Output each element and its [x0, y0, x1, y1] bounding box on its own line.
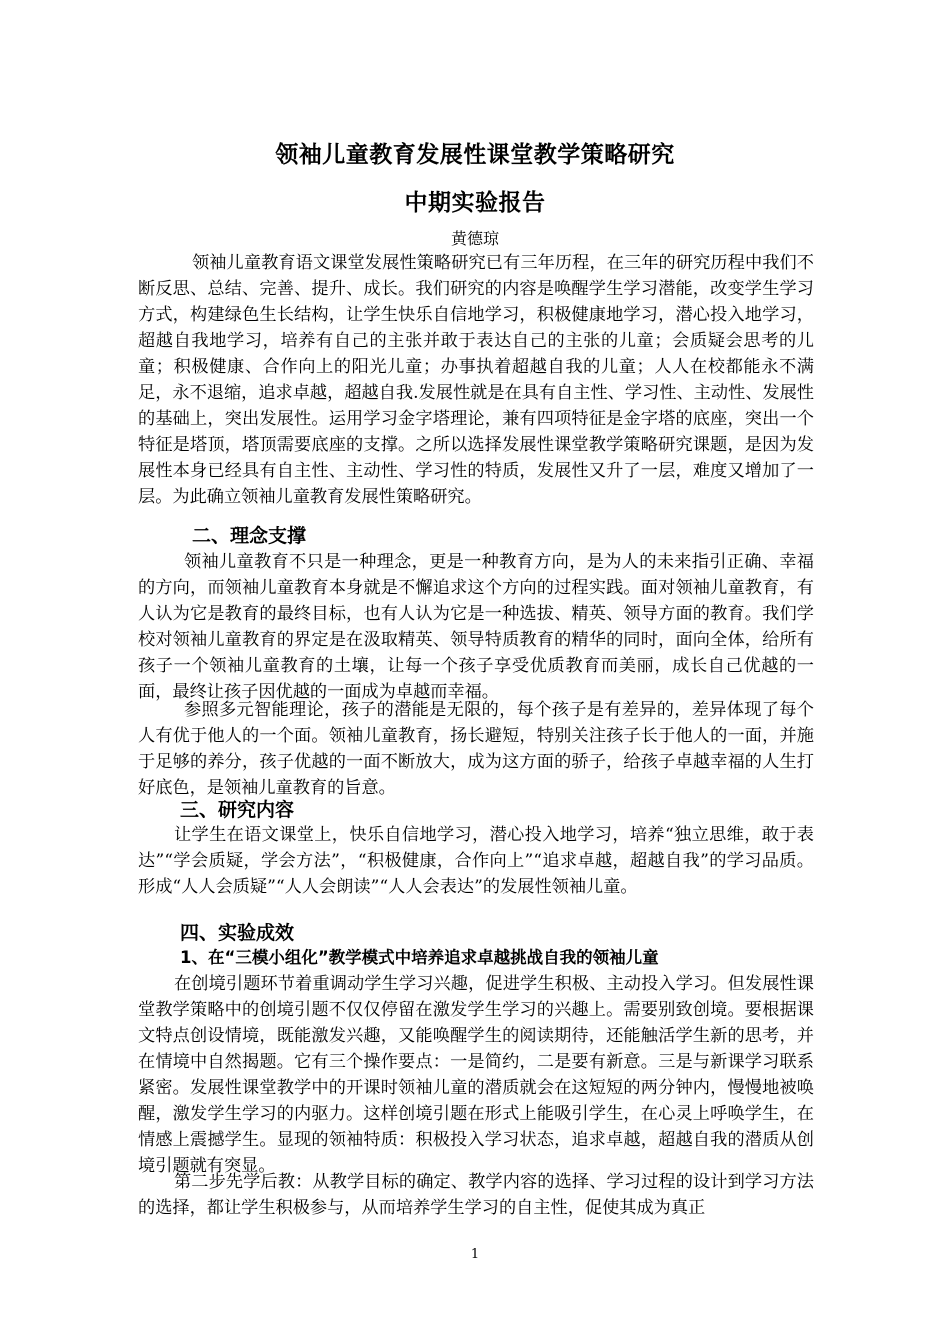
section-heading-3: 三、研究内容 [180, 799, 295, 821]
document-subtitle: 中期实验报告 [404, 190, 546, 216]
section-heading-4: 四、实验成效 [180, 922, 295, 944]
subheading-1: 1、在“三模小组化”教学模式中培养追求卓越挑战自我的领袖儿童 [180, 948, 659, 967]
page-number: 1 [470, 1247, 480, 1262]
author-name: 黄德琼 [450, 229, 499, 248]
results-paragraph-1: 在创境引题环节着重调动学生学习兴趣，促进学生积极、主动投入学习。但发展性课堂教学策略中的创境引题不仅仅停留在激发学生学习的兴趣上。需要别致创境。要根据课文特点创设情境，既能激发兴趣，又能唤醒学生的阅读期待，还能触活学生新的思考，并在情境中自然揭题。它有三个操作要点：一是简约，二是要有新意。三是与新课学习联系紧密。发展性课堂教学中的开课时领袖儿童的潜质就会在这短短的两分钟内，慢慢地被唤醒，激发学生学习的内驱力。这样创境引题在形式上能吸引学生，在心灵上呼唤学生，在情感上震撼学生。显现的领袖特质：积极投入学习状态，追求卓越，超越自我的潜质从创境引题就有突显。 [138, 974, 814, 1176]
intro-paragraph: 领袖儿童教育语文课堂发展性策略研究已有三年历程，在三年的研究历程中我们不断反思、总结、完善、提升、成长。我们研究的内容是唤醒学生学习潜能，改变学生学习方式，构建绿色生长结构，让学生快乐自信地学习，积极健康地学习，潜心投入地学习，超越自我地学习，培养有自己的主张并敢于表达自己的主张的儿童；会质疑会思考的儿童；积极健康、合作向上的阳光儿童；办事执着超越自我的儿童；人人在校都能永不满足，永不退缩，追求卓越，超越自我.发展性就是在具有自主性、学习性、主动性、发展性的基础上，突出发展性。运用学习金字塔理论，兼有四项特征是金字塔的底座，突出一个特征是塔顶，塔顶需要底座的支撑。之所以选择发展性课堂教学策略研究课题，是因为发展性本身已经具有自主性、主动性、学习性的特质，发展性又升了一层，难度又增加了一层。为此确立领袖儿童教育发展性策略研究。 [138, 253, 814, 507]
research-content-paragraph: 让学生在语文课堂上，快乐自信地学习，潜心投入地学习，培养“独立思维，敢于表达”“学会质疑，学会方法”，“积极健康，合作向上”“追求卓越，超越自我”的学习品质。形成“人人会质疑”“人人会朗读”“人人会表达”的发展性领袖儿童。 [138, 825, 814, 897]
concept-paragraph-2: 参照多元智能理论，孩子的潜能是无限的，每个孩子是有差异的，差异体现了每个人有优于他人的一个面。领袖儿童教育，扬长避短，特别关注孩子长于他人的一面，并施于足够的养分，孩子优越的一面不断放大，成为这方面的骄子，给孩子卓越幸福的人生打好底色，是领袖儿童教育的旨意。 [138, 700, 814, 798]
document-title: 领袖儿童教育发展性课堂教学策略研究 [275, 142, 675, 168]
results-paragraph-2: 第二步先学后教：从教学目标的确定、教学内容的选择、学习过程的设计到学习方法的选择，都让学生积极参与，从而培养学生学习的自主性，促使其成为真正 [138, 1172, 814, 1218]
section-heading-2: 二、理念支撑 [192, 525, 307, 547]
concept-paragraph-1: 领袖儿童教育不只是一种理念，更是一种教育方向，是为人的未来指引正确、幸福的方向，而领袖儿童教育本身就是不懈追求这个方向的过程实践。面对领袖儿童教育，有人认为它是教育的最终目标，也有人认为它是一种选拔、精英、领导方面的教育。我们学校对领袖儿童教育的界定是在汲取精英、领导特质教育的精华的同时，面向全体，给所有孩子一个领袖儿童教育的土壤，让每一个孩子享受优质教育而美丽，成长自己优越的一面，最终让孩子因优越的一面成为卓越而幸福。 [138, 552, 814, 702]
